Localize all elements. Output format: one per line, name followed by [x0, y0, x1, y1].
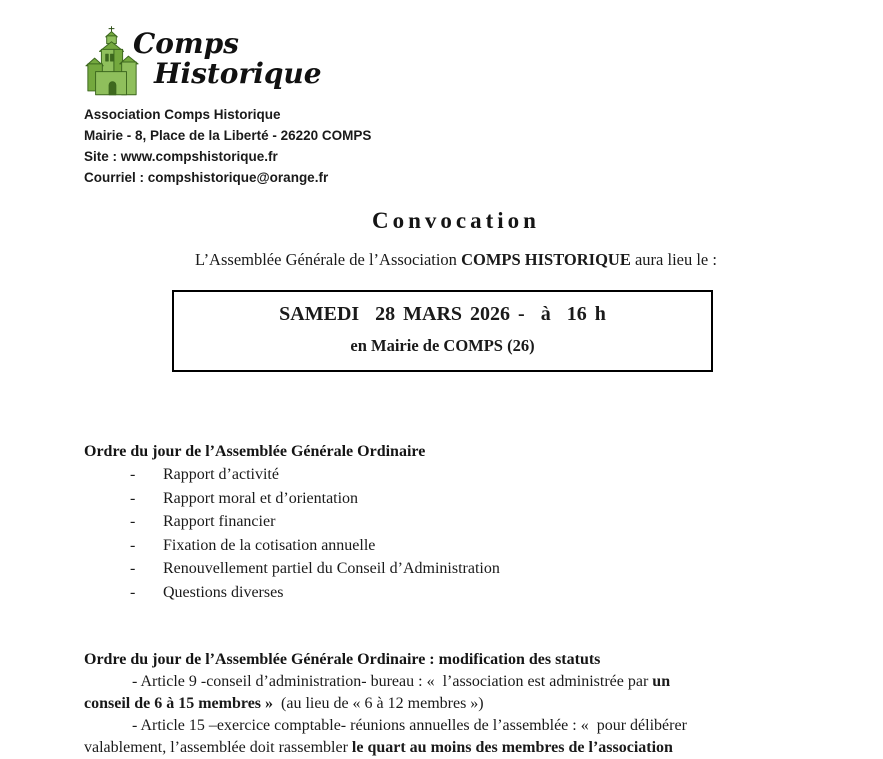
dash-bullet-icon: - [130, 583, 136, 601]
email-line: Courriel : compshistorique@orange.fr [84, 170, 329, 185]
dash-bullet-icon: - [130, 536, 136, 554]
agenda-item-label: Fixation de la cotisation annuelle [163, 536, 376, 554]
statutes-article-15-paragraph: - Article 15 –exercice comptable- réunions annuelles de l’assemblée : « pour délibérer valablement, l’assemblée doit rassembler le quart au moins des membres de l’association [84, 717, 687, 756]
intro-line: L’Assemblée Générale de l’Association COMPS HISTORIQUE aura lieu le : [195, 250, 717, 269]
meeting-venue-line: en Mairie de COMPS (26) [350, 336, 535, 355]
dash-bullet-icon: - [130, 560, 136, 578]
address-line: Mairie - 8, Place de la Liberté - 26220 COMPS [84, 128, 372, 143]
contact-block [84, 104, 371, 188]
logo-wordmark [133, 27, 322, 90]
logo-word-historique: Historique [154, 57, 322, 90]
agenda-ordinary-heading: Ordre du jour de l’Assemblée Générale Ordinaire [84, 443, 426, 460]
association-name: Association Comps Historique [84, 107, 281, 122]
agenda-item-label: Rapport moral et d’orientation [163, 489, 359, 507]
logo-word-comps: Comps [133, 27, 239, 60]
dash-bullet-icon: - [130, 513, 136, 531]
agenda-item [84, 557, 828, 581]
agenda-item [84, 510, 828, 534]
agenda-item-label: Rapport d’activité [163, 466, 279, 483]
dash-bullet-icon: - [130, 489, 136, 507]
agenda-item [84, 581, 828, 605]
agenda-ordinary-list [84, 463, 828, 605]
agenda-statutes-heading: Ordre du jour de l’Assemblée Générale Ordinaire : modification des statuts [84, 651, 601, 668]
agenda-item-label: Rapport financier [163, 513, 276, 531]
meeting-date-line: SAMEDI 28 MARS 2026 - à 16 h [279, 303, 606, 325]
agenda-item-label: Renouvellement partiel du Conseil d’Administration [163, 560, 500, 578]
agenda-item-label: Questions diverses [163, 583, 284, 601]
agenda-item [84, 534, 828, 558]
website-line: Site : www.compshistorique.fr [84, 149, 278, 164]
church-logo-icon [84, 25, 140, 97]
agenda-statutes-section [84, 649, 820, 759]
agenda-item [84, 463, 828, 487]
agenda-item [84, 487, 828, 511]
statutes-article-9-paragraph: - Article 9 -conseil d’administration- bureau : « l’association est administrée par un conseil de 6 à 15 membres » (au lieu de « 6 à 12 membres ») [84, 673, 671, 712]
agenda-ordinary-section [84, 440, 828, 605]
document-title: Convocation [372, 208, 540, 233]
dash-bullet-icon: - [130, 466, 136, 483]
meeting-date-box [172, 290, 713, 372]
